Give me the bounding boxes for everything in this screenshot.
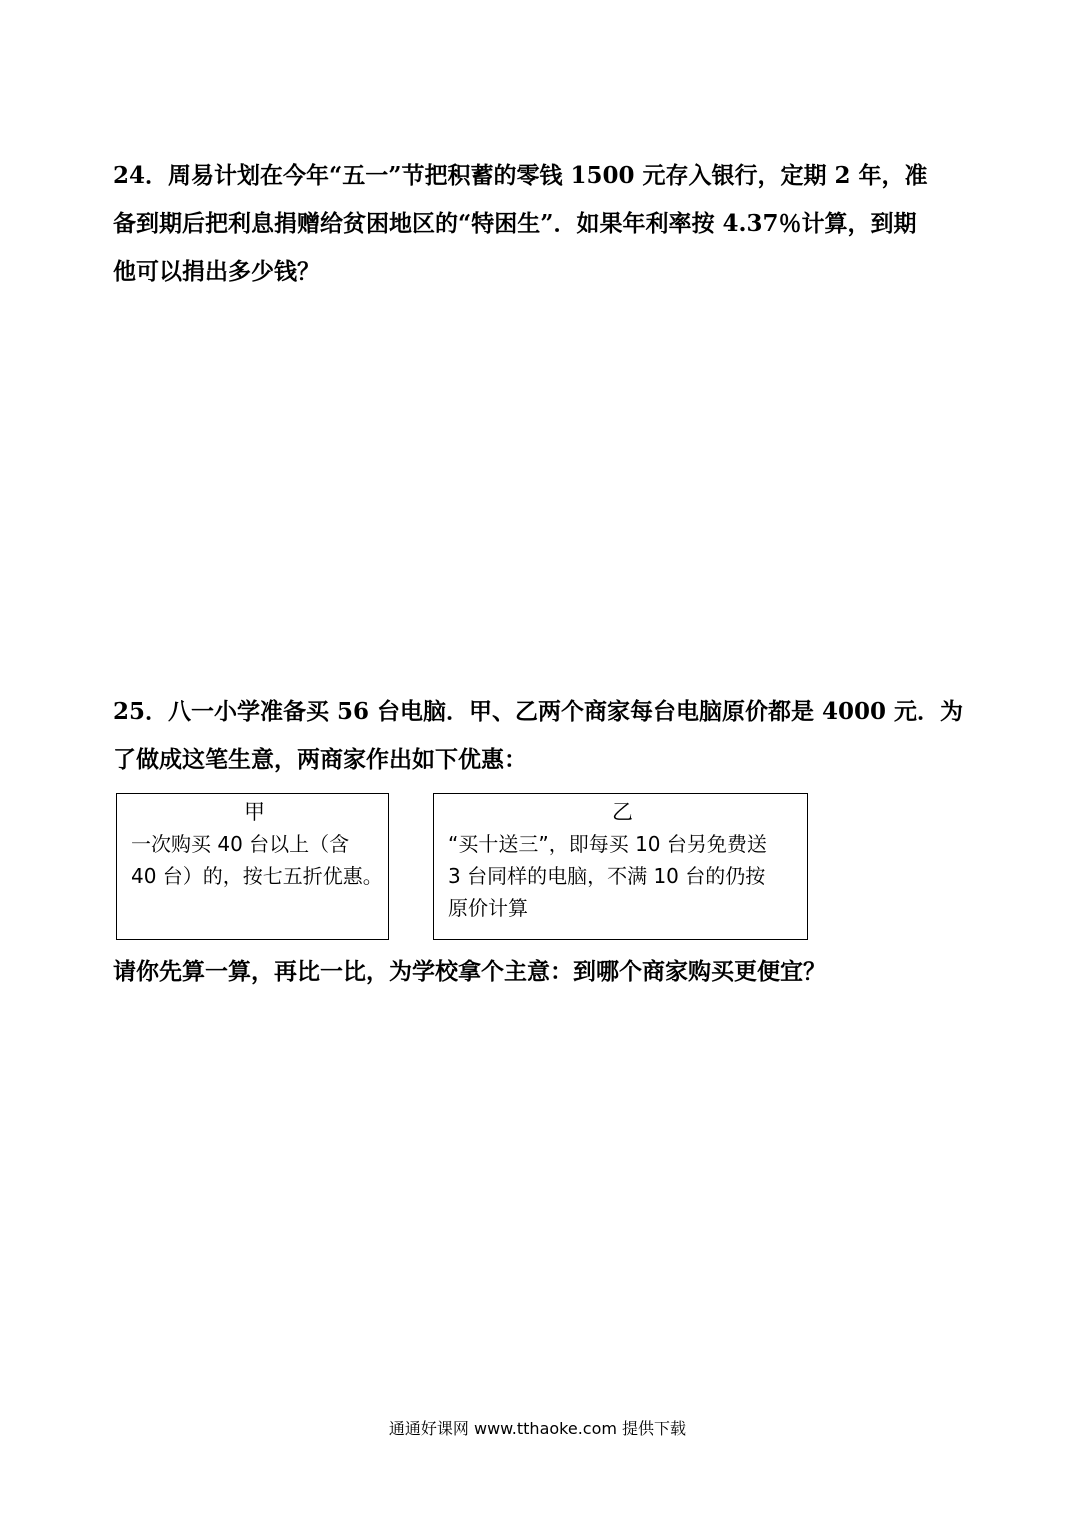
question-24-line: 24．周易计划在今年“五一”节把积蓄的零钱 1500 元存入银行，定期 2 年，准	[113, 162, 928, 189]
question-25-line: 25．八一小学准备买 56 台电脑．甲、乙两个商家每台电脑原价都是 4000 元．为	[113, 698, 964, 725]
question-25-line: 了做成这笔生意，两商家作出如下优惠：	[113, 746, 527, 773]
offer-yi-line: 原价计算	[448, 896, 528, 920]
question-25	[113, 688, 965, 784]
offer-jia-line: 40 台）的，按七五折优惠。	[131, 864, 383, 888]
offer-title-jia: 甲	[244, 800, 265, 824]
offer-yi-line: “买十送三”，即每买 10 台另免费送	[448, 832, 767, 856]
offer-title-yi: 乙	[612, 800, 633, 824]
footer-source-note: 通通好课网 www.tthaoke.com 提供下载	[388, 1419, 687, 1438]
offer-jia-line: 一次购买 40 台以上（含	[131, 832, 350, 856]
question-24-line: 备到期后把利息捐赠给贫困地区的“特困生”．如果年利率按 4.37％计算，到期	[113, 210, 917, 237]
offer-yi-line: 3 台同样的电脑，不满 10 台的仍按	[448, 864, 766, 888]
question-25-followup	[113, 948, 965, 996]
offer-box-jia	[116, 793, 389, 940]
question-24-line: 他可以捐出多少钱？	[113, 258, 320, 285]
question-25-followup-text: 请你先算一算，再比一比，为学校拿个主意：到哪个商家购买更便宜？	[113, 958, 826, 985]
offer-box-yi	[433, 793, 808, 940]
question-24	[113, 152, 965, 296]
